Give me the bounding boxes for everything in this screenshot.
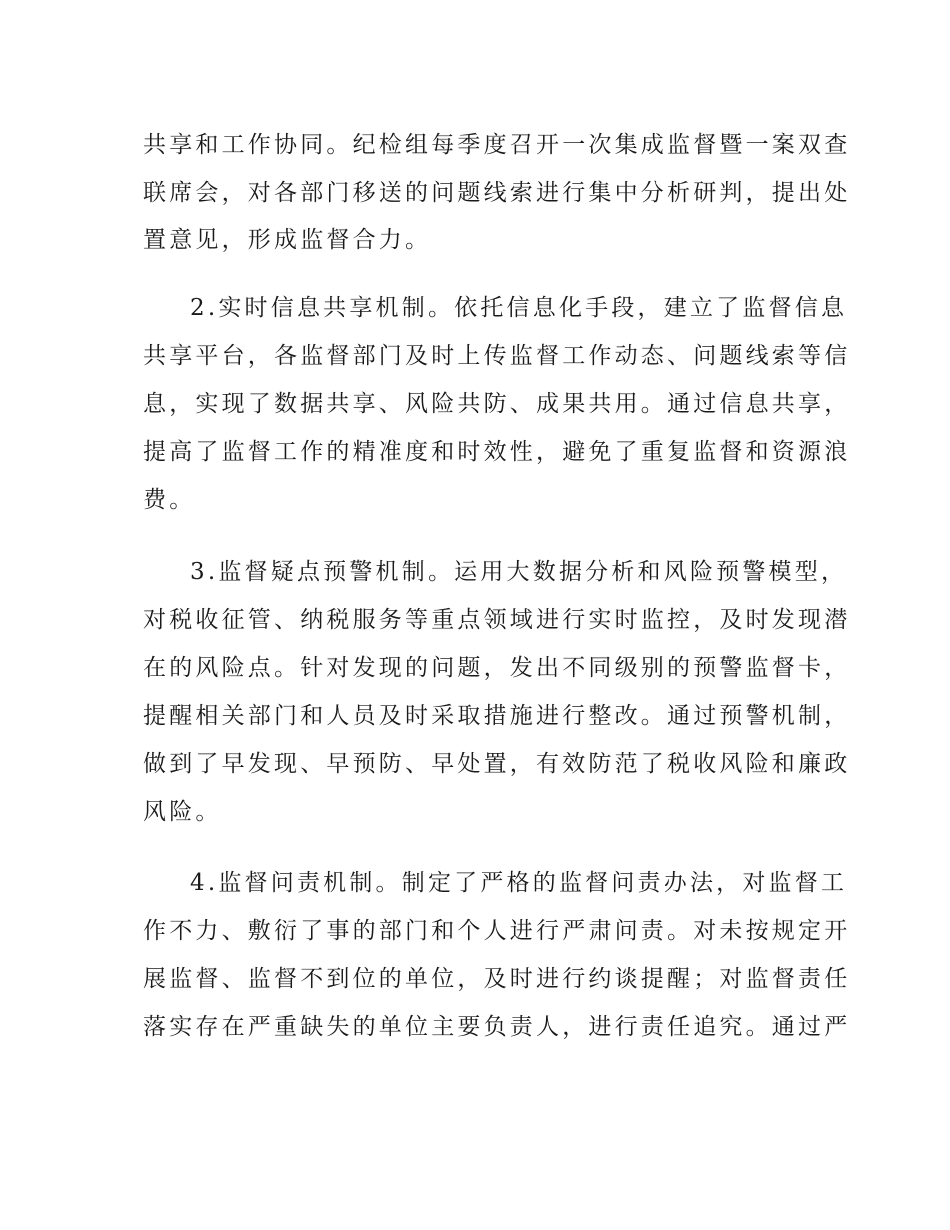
paragraph-3-line-1: 3.监督疑点预警机制。运用大数据分析和风险预警模型，: [190, 559, 848, 585]
paragraph-4-line-3: 展监督、监督不到位的单位，及时进行约谈提醒；对监督责任: [143, 966, 851, 992]
paragraph-3-line-3: 在的风险点。针对发现的问题，发出不同级别的预警监督卡，: [143, 655, 851, 681]
paragraph-2-line-5: 费。: [143, 487, 196, 513]
paragraph-4-line-1: 4.监督问责机制。制定了严格的监督问责办法，对监督工: [190, 870, 848, 896]
paragraph-3-line-2: 对税收征管、纳税服务等重点领域进行实时监控，及时发现潜: [143, 607, 851, 633]
paragraph-2-line-4: 提高了监督工作的精准度和时效性，避免了重复监督和资源浪: [143, 439, 851, 465]
paragraph-3-line-5: 做到了早发现、早预防、早处置，有效防范了税收风险和廉政: [143, 751, 851, 777]
paragraph-1-line-1: 共享和工作协同。纪检组每季度召开一次集成监督暨一案双查: [143, 132, 851, 158]
paragraph-1-line-3: 置意见，形成监督合力。: [143, 227, 432, 253]
paragraph-2-line-1: 2.实时信息共享机制。依托信息化手段，建立了监督信息: [190, 295, 848, 321]
paragraph-2-line-2: 共享平台，各监督部门及时上传监督工作动态、问题线索等信: [143, 343, 851, 369]
paragraph-1-line-2: 联席会，对各部门移送的问题线索进行集中分析研判，提出处: [143, 180, 851, 206]
paragraph-2-line-3: 息，实现了数据共享、风险共防、成果共用。通过信息共享，: [143, 391, 851, 417]
paragraph-3-line-6: 风险。: [143, 799, 222, 825]
paragraph-4-line-2: 作不力、敷衍了事的部门和个人进行严肃问责。对未按规定开: [143, 918, 851, 944]
paragraph-4-line-4: 落实存在严重缺失的单位主要负责人，进行责任追究。通过严: [143, 1014, 851, 1040]
paragraph-3-line-4: 提醒相关部门和人员及时采取措施进行整改。通过预警机制，: [143, 703, 851, 729]
